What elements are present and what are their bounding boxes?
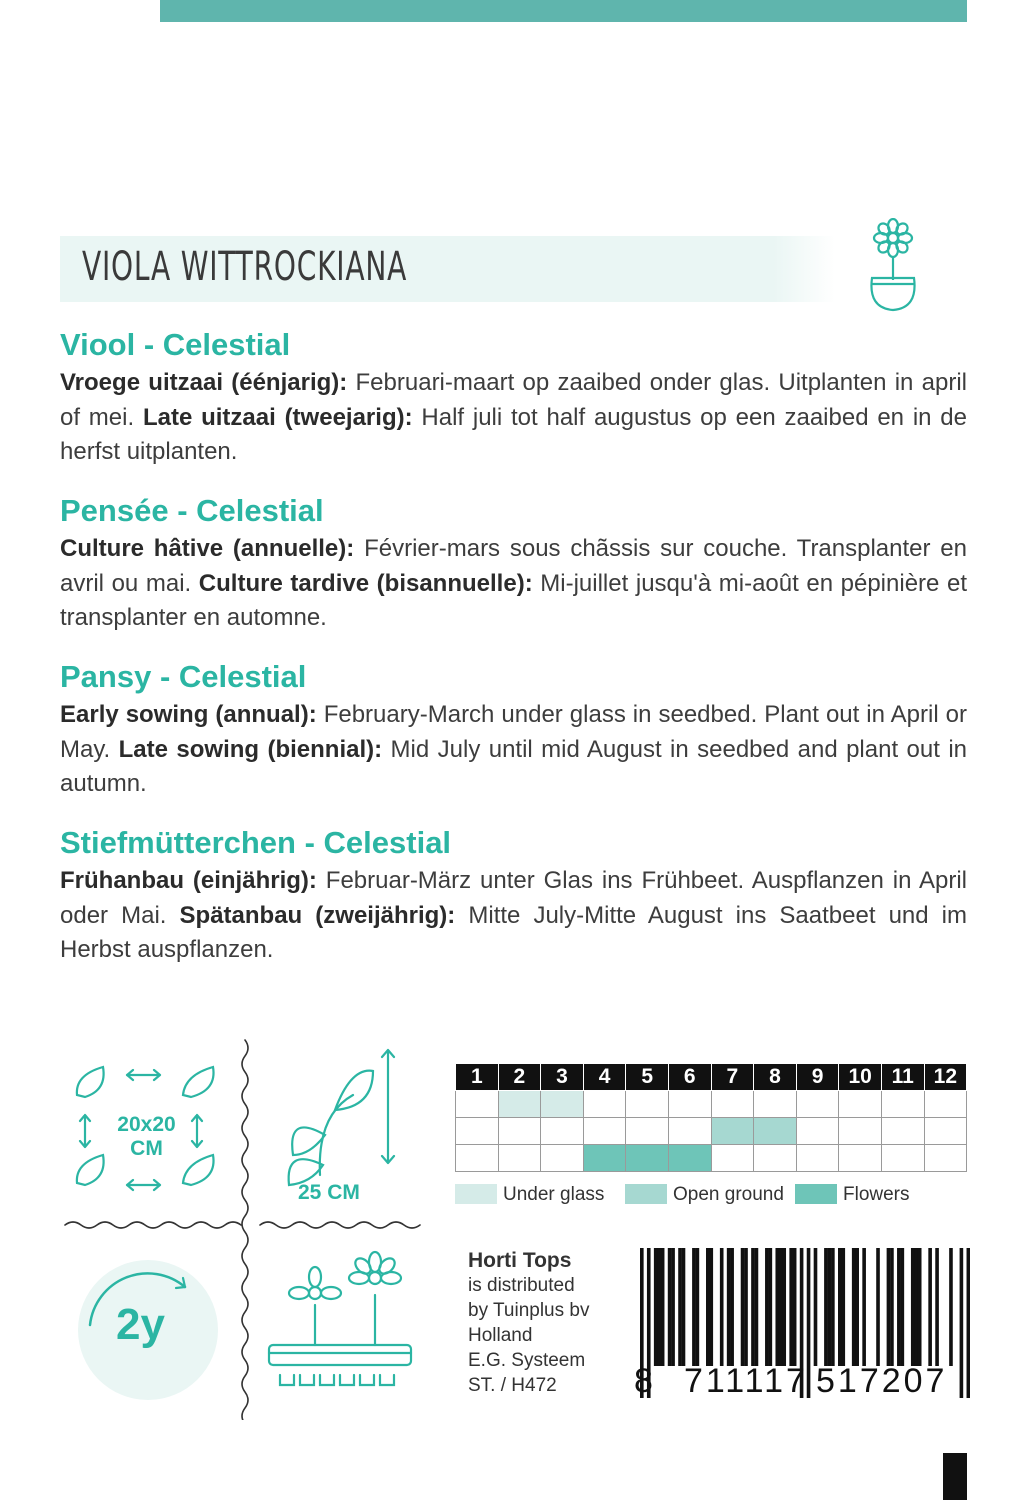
barcode-bar xyxy=(897,1248,901,1366)
section-body xyxy=(60,864,967,968)
body-text: Mitte July-Mitte August ins Saatbeet und im Herbst auspflanzen. xyxy=(60,901,968,963)
calendar-cell xyxy=(541,1091,584,1118)
brand-name: Horti Tops xyxy=(468,1249,572,1272)
barcode-bar xyxy=(831,1248,835,1366)
calendar-cell xyxy=(839,1145,882,1172)
barcode-bar xyxy=(838,1248,842,1366)
barcode-bar xyxy=(671,1248,675,1366)
calendar-cell xyxy=(796,1118,839,1145)
month-header: 1 xyxy=(456,1064,499,1091)
month-header: 7 xyxy=(711,1064,754,1091)
sowing-calendar xyxy=(455,1063,967,1172)
calendar-cell xyxy=(498,1145,541,1172)
barcode-bar xyxy=(657,1248,661,1366)
section-french xyxy=(60,494,967,636)
distributor-line: E.G. Systeem xyxy=(468,1350,586,1371)
spacing-unit: CM xyxy=(130,1137,163,1160)
month-header: 9 xyxy=(796,1064,839,1091)
section-english xyxy=(60,660,967,802)
barcode-bar xyxy=(654,1248,658,1366)
section-title: Viool - Celestial xyxy=(60,327,291,362)
legend-label: Under glass xyxy=(503,1184,605,1205)
legend-label: Flowers xyxy=(843,1184,910,1205)
barcode-bar xyxy=(727,1248,731,1366)
header-bar xyxy=(160,0,967,22)
calendar-row-open-ground xyxy=(456,1118,967,1145)
calendar-cell xyxy=(498,1091,541,1118)
month-header: 10 xyxy=(839,1064,882,1091)
calendar-cell xyxy=(583,1118,626,1145)
barcode-bar xyxy=(678,1248,682,1366)
calendar-cell xyxy=(839,1118,882,1145)
latin-name: VIOLA WITTROCKIANA xyxy=(82,244,408,290)
calendar-cell xyxy=(796,1145,839,1172)
barcode-bar xyxy=(769,1248,773,1366)
barcode-bar xyxy=(779,1248,783,1366)
calendar-cell xyxy=(924,1118,967,1145)
flower-pot-icon xyxy=(858,218,928,314)
legend-swatch xyxy=(455,1184,497,1204)
barcode-left-digits: 711117 xyxy=(684,1362,808,1400)
barcode-bar xyxy=(814,1248,818,1366)
spacing-value: 20x20 xyxy=(117,1113,176,1136)
calendar-cell xyxy=(626,1118,669,1145)
calendar-cell xyxy=(796,1091,839,1118)
barcode-bar xyxy=(914,1248,918,1366)
barcode-bar xyxy=(862,1248,866,1366)
calendar-cell xyxy=(498,1118,541,1145)
barcode-bar xyxy=(765,1248,769,1366)
calendar-cell xyxy=(881,1118,924,1145)
distributor-line: is distributed xyxy=(468,1275,575,1296)
barcode-bar xyxy=(967,1248,970,1398)
bold-label: Spätanbau (zweijährig): xyxy=(179,901,456,929)
calendar-cell xyxy=(754,1118,797,1145)
barcode-bar xyxy=(668,1248,672,1366)
barcode-bar xyxy=(696,1248,700,1366)
calendar-cell xyxy=(456,1145,499,1172)
barcode-bar xyxy=(782,1248,786,1366)
barcode-bar xyxy=(706,1248,710,1366)
month-header: 6 xyxy=(668,1064,711,1091)
section-title: Stiefmütterchen - Celestial xyxy=(60,825,452,860)
body-text: Februar-März unter Glas ins Frühbeet. Auspflanzen in April oder Mai. xyxy=(60,867,967,929)
calendar-cell xyxy=(668,1145,711,1172)
barcode-bar xyxy=(852,1248,856,1366)
barcode-bar xyxy=(855,1248,859,1366)
barcode-bar xyxy=(887,1248,891,1366)
barcode-bar xyxy=(744,1248,748,1366)
distributor-line: by Tuinplus bv xyxy=(468,1300,590,1321)
body-text: Half juli tot half augustus op een zaaibed en in de herfst uitplanten. xyxy=(60,403,967,465)
calendar-cell xyxy=(541,1145,584,1172)
distributor-info xyxy=(468,1248,589,1398)
body-text: Mi-juillet jusqu'à mi-août en pépinière et transplanter en automne. xyxy=(60,569,967,631)
distributor-line: ST. / H472 xyxy=(468,1375,557,1396)
calendar-cell xyxy=(754,1091,797,1118)
section-dutch xyxy=(60,328,967,470)
barcode-bar xyxy=(960,1248,964,1398)
barcode-bar xyxy=(928,1248,932,1366)
calendar-cell xyxy=(754,1145,797,1172)
legend-swatch xyxy=(625,1184,667,1204)
lifecycle-label: 2y xyxy=(116,1300,165,1349)
barcode-bar xyxy=(730,1248,734,1366)
calendar-cell xyxy=(583,1091,626,1118)
barcode-bar xyxy=(789,1248,793,1366)
barcode-bar xyxy=(824,1248,828,1366)
section-body xyxy=(60,532,967,636)
barcode-first-digit: 8 xyxy=(634,1362,653,1400)
calendar-cell xyxy=(541,1118,584,1145)
registration-mark xyxy=(943,1453,967,1500)
legend-swatch xyxy=(795,1184,837,1204)
barcode-bar xyxy=(661,1248,665,1366)
month-header: 5 xyxy=(626,1064,669,1091)
calendar-cell xyxy=(839,1091,882,1118)
month-header: 12 xyxy=(924,1064,967,1091)
body-text: February-March under glass in seedbed. Plant out in April or May. xyxy=(60,701,968,763)
calendar-cell xyxy=(924,1145,967,1172)
bold-label: Late uitzaai (tweejarig): xyxy=(142,403,413,431)
barcode-bar xyxy=(876,1248,880,1366)
section-german xyxy=(60,826,967,968)
section-body xyxy=(60,698,967,802)
calendar-cell xyxy=(924,1091,967,1118)
month-header: 3 xyxy=(541,1064,584,1091)
body-text: Februari-maart op zaaibed onder glas. Uitplanten in april of mei. xyxy=(60,369,967,431)
calendar-cell xyxy=(626,1091,669,1118)
calendar-cell xyxy=(456,1118,499,1145)
growing-info-icons xyxy=(55,1035,440,1420)
barcode-bar xyxy=(841,1248,845,1366)
calendar-row-flowers xyxy=(456,1145,967,1172)
legend-open-ground xyxy=(625,1184,784,1206)
barcode-bar xyxy=(793,1248,797,1366)
month-header: 2 xyxy=(498,1064,541,1091)
legend-flowers xyxy=(795,1184,910,1206)
calendar-cell xyxy=(668,1118,711,1145)
bold-label: Culture tardive (bisannuelle): xyxy=(198,569,533,597)
barcode-bar xyxy=(751,1248,755,1366)
calendar-cell xyxy=(711,1091,754,1118)
calendar-cell xyxy=(668,1091,711,1118)
barcode-bar xyxy=(682,1248,686,1366)
calendar-cell xyxy=(711,1118,754,1145)
body-text: Février-mars sous chãssis sur couche. Transplanter en avril ou mai. xyxy=(60,535,967,597)
barcode-bar xyxy=(901,1248,905,1366)
barcode-bar xyxy=(720,1248,724,1366)
legend-under-glass xyxy=(455,1184,604,1206)
bold-label: Early sowing (annual): xyxy=(60,701,317,728)
distributor-line: Holland xyxy=(468,1325,533,1346)
barcode-bar xyxy=(949,1248,953,1366)
barcode-bar xyxy=(911,1248,915,1366)
calendar-cell xyxy=(881,1091,924,1118)
barcode-bar xyxy=(828,1248,832,1366)
barcode-bar xyxy=(775,1248,779,1366)
section-body xyxy=(60,366,967,470)
calendar-cell xyxy=(711,1145,754,1172)
bold-label: Vroege uitzaai (éénjarig): xyxy=(60,369,348,396)
section-title: Pensée - Celestial xyxy=(60,493,324,528)
month-header: 4 xyxy=(583,1064,626,1091)
month-header: 8 xyxy=(754,1064,797,1091)
bold-label: Culture hâtive (annuelle): xyxy=(60,535,355,562)
section-title: Pansy - Celestial xyxy=(60,659,307,694)
barcode-right-digits: 517207 xyxy=(816,1362,948,1400)
bold-label: Frühanbau (einjährig): xyxy=(60,867,317,894)
calendar-cell xyxy=(583,1145,626,1172)
legend-label: Open ground xyxy=(673,1184,784,1205)
spacing-label xyxy=(109,1113,184,1161)
calendar-cell xyxy=(626,1145,669,1172)
bold-label: Late sowing (biennial): xyxy=(118,735,383,763)
calendar-cell xyxy=(456,1091,499,1118)
barcode-bar xyxy=(755,1248,759,1366)
barcode-bar xyxy=(935,1248,939,1366)
month-header: 11 xyxy=(881,1064,924,1091)
barcode-bar xyxy=(890,1248,894,1366)
barcode-bar xyxy=(741,1248,745,1366)
calendar-cell xyxy=(881,1145,924,1172)
barcode-bar xyxy=(918,1248,922,1366)
barcode-bar xyxy=(709,1248,713,1366)
barcode-bar xyxy=(692,1248,696,1366)
calendar-row-under-glass xyxy=(456,1091,967,1118)
height-label: 25 CM xyxy=(298,1181,360,1204)
body-text: Mid July until mid August in seedbed and plant out in autumn. xyxy=(60,735,967,797)
